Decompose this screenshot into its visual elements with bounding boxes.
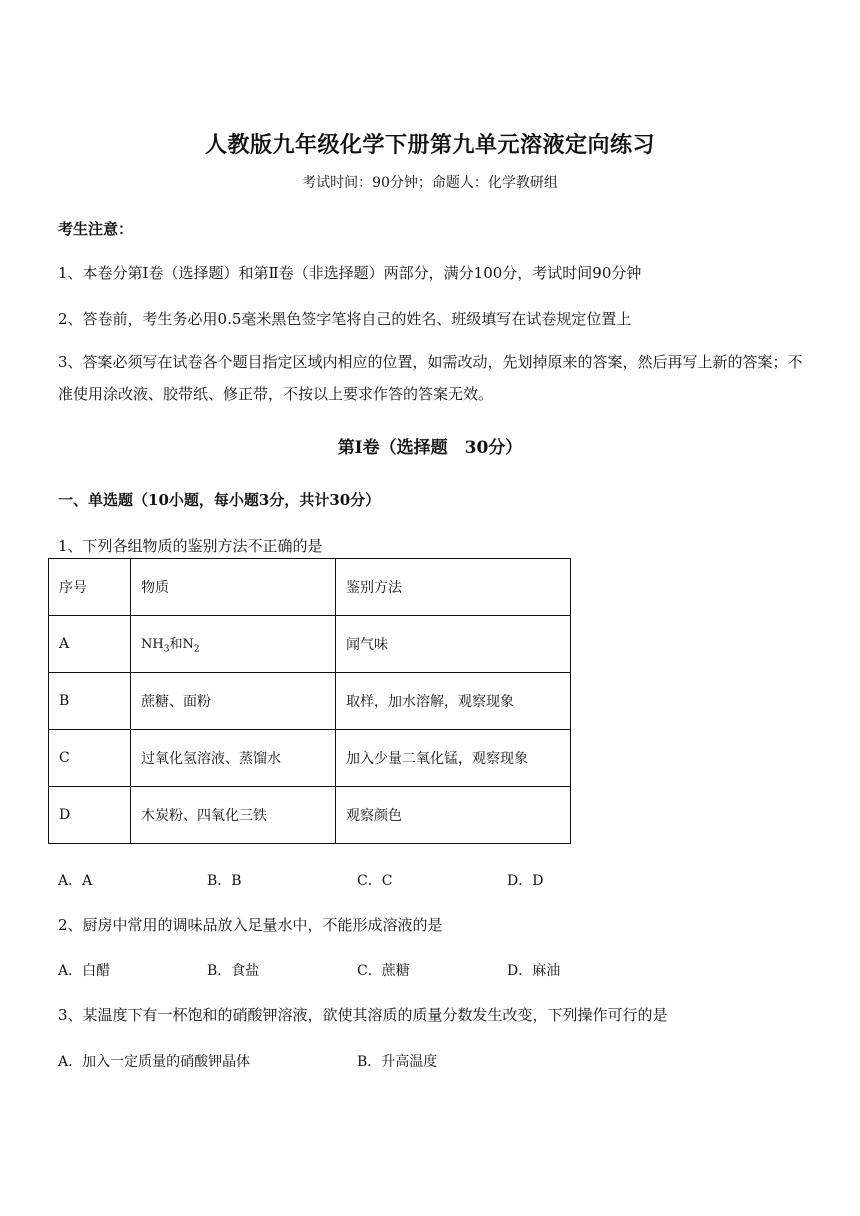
table-header-cell: 物质 bbox=[131, 559, 336, 616]
answer-option: B．食盐 bbox=[207, 963, 260, 979]
table-row bbox=[49, 730, 571, 787]
notice-item: 1、本卷分第I卷（选择题）和第Ⅱ卷（非选择题）两部分，满分100分，考试时间90分钟 bbox=[58, 264, 642, 282]
table-header-cell: 鉴别方法 bbox=[336, 559, 571, 616]
answer-option: A．白醋 bbox=[58, 963, 111, 979]
exam-subtitle: 考试时间：90分钟；命题人：化学教研组 bbox=[302, 175, 558, 191]
table-header-row bbox=[49, 559, 571, 616]
part-title: 一、单选题（10小题，每小题3分，共计30分） bbox=[58, 491, 381, 509]
question-stem: 2、厨房中常用的调味品放入足量水中，不能形成溶液的是 bbox=[58, 916, 443, 934]
table-cell: 木炭粉、四氧化三铁 bbox=[131, 787, 336, 844]
table-cell bbox=[131, 616, 336, 673]
answer-option: B．B bbox=[207, 873, 242, 889]
answer-option: C．C bbox=[357, 873, 393, 889]
answer-option: D．D bbox=[507, 873, 544, 889]
table-cell: A bbox=[49, 616, 131, 673]
answer-option: B．升高温度 bbox=[357, 1054, 438, 1070]
formula-subscript: 2 bbox=[193, 644, 200, 655]
notice-item: 3、答案必须写在试卷各个题目指定区域内相应的位置，如需改动，先划掉原来的答案，然后再写上新的答案；不准使用涂改液、胶带纸、修正带，不按以上要求作答的答案无效。 bbox=[58, 353, 803, 403]
answer-option: A．加入一定质量的硝酸钾晶体 bbox=[58, 1054, 251, 1070]
question-stem: 3、某温度下有一杯饱和的硝酸钾溶液，欲使其溶质的质量分数发生改变，下列操作可行的是 bbox=[58, 1006, 668, 1024]
answer-option: A．A bbox=[58, 873, 93, 889]
table-row bbox=[49, 616, 571, 673]
table-header-cell: 序号 bbox=[49, 559, 131, 616]
section-title: 第I卷（选择题 30分） bbox=[337, 438, 523, 458]
answer-option: D．麻油 bbox=[507, 963, 561, 979]
table-cell: D bbox=[49, 787, 131, 844]
notice-heading: 考生注意： bbox=[58, 220, 134, 238]
notice-item: 2、答卷前，考生务必用0.5毫米黑色签字笔将自己的姓名、班级填写在试卷规定位置上 bbox=[58, 310, 632, 328]
table-cell: 蔗糖、面粉 bbox=[131, 673, 336, 730]
question-table bbox=[48, 558, 571, 844]
table-cell: 取样，加水溶解，观察现象 bbox=[336, 673, 571, 730]
table-cell: 加入少量二氧化锰，观察现象 bbox=[336, 730, 571, 787]
question-stem: 1、下列各组物质的鉴别方法不正确的是 bbox=[58, 537, 323, 555]
table-cell: 闻气味 bbox=[336, 616, 571, 673]
table-row bbox=[49, 673, 571, 730]
answer-option: C．蔗糖 bbox=[357, 963, 410, 979]
table-cell: C bbox=[49, 730, 131, 787]
exam-title: 人教版九年级化学下册第九单元溶液定向练习 bbox=[204, 132, 655, 158]
formula-subscript: 3 bbox=[163, 644, 170, 655]
formula-text: NH bbox=[141, 637, 164, 653]
table-cell: 观察颜色 bbox=[336, 787, 571, 844]
table-cell: B bbox=[49, 673, 131, 730]
table-cell: 过氧化氢溶液、蒸馏水 bbox=[131, 730, 336, 787]
table-row bbox=[49, 787, 571, 844]
formula-text: 和N bbox=[169, 637, 194, 653]
